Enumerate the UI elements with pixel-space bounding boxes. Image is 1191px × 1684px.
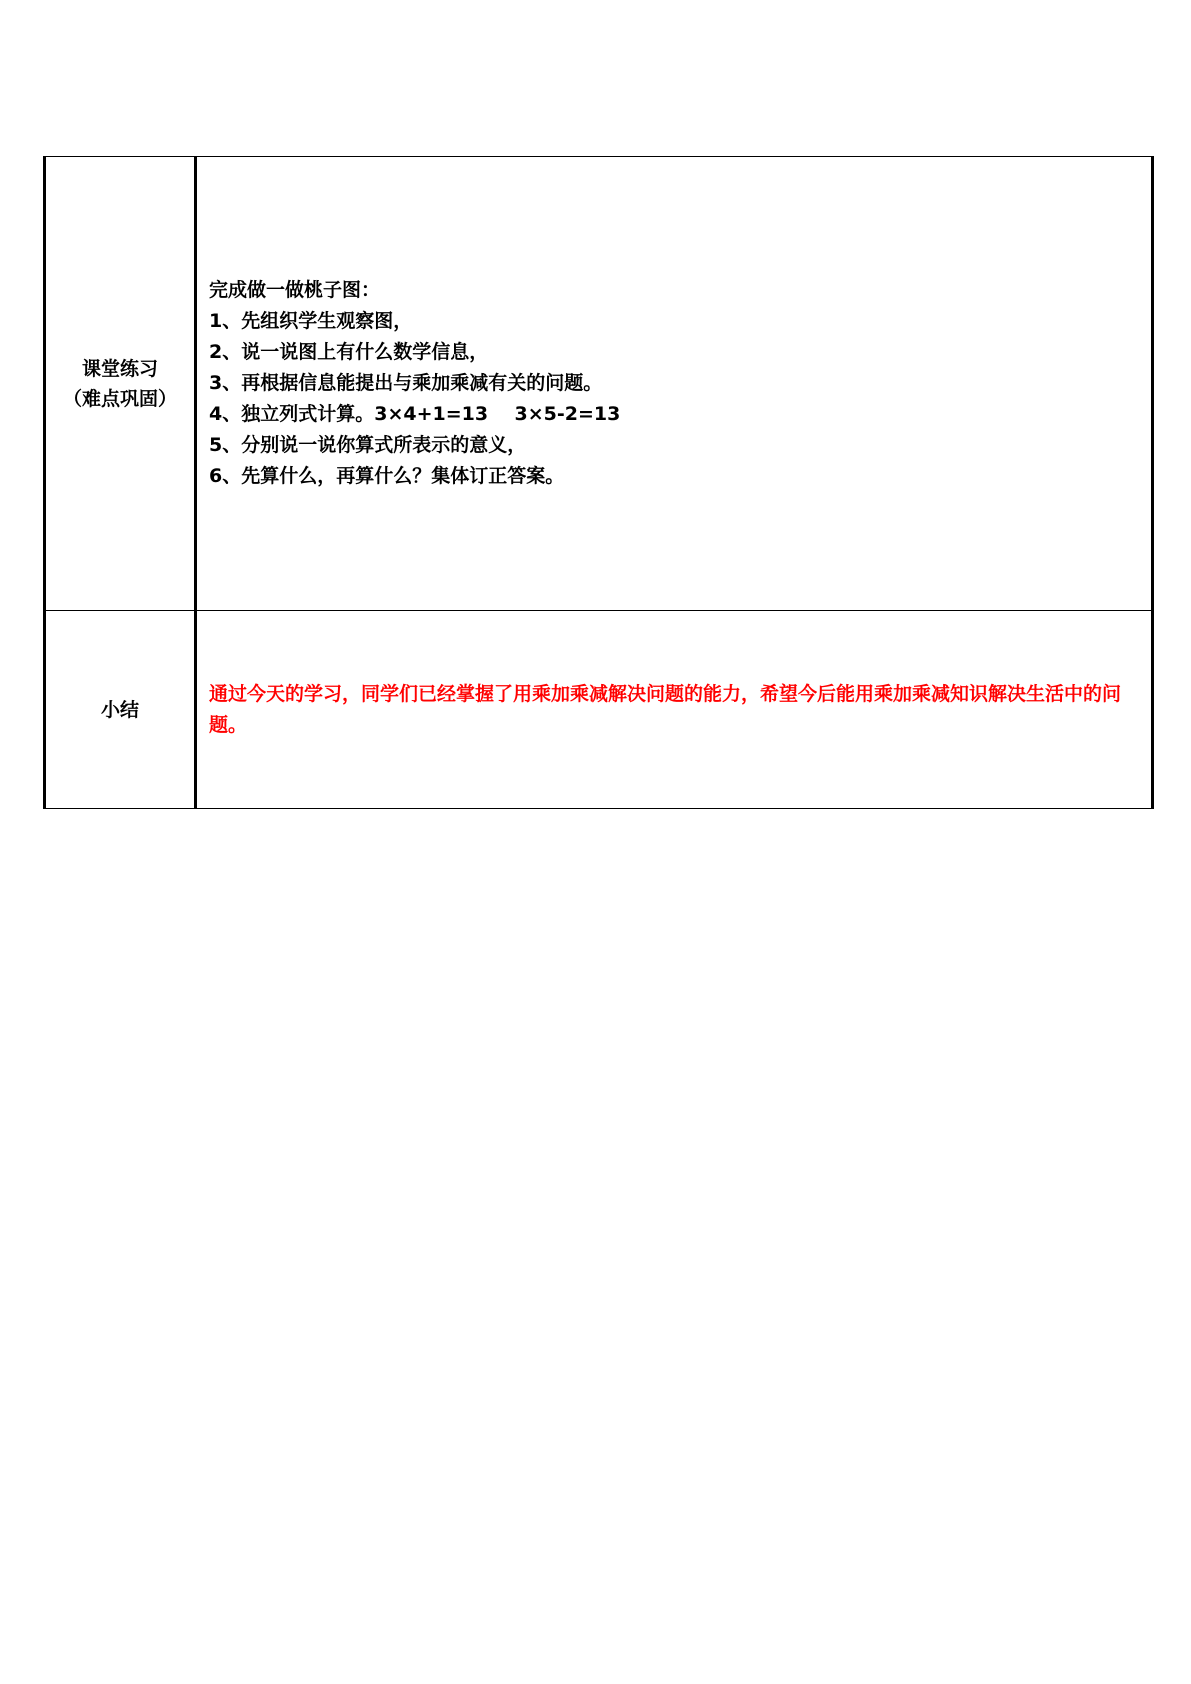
practice-row	[45, 157, 1153, 611]
practice-step-1: 1、先组织学生观察图，	[209, 310, 413, 332]
lesson-plan-table	[43, 156, 1154, 809]
summary-content-cell	[196, 611, 1153, 809]
practice-label: 课堂练习	[81, 357, 158, 380]
summary-label: 小结	[100, 698, 139, 721]
practice-step-4: 4、独立列式计算。3×4+1=13 3×5-2=13	[209, 403, 621, 425]
practice-sublabel: （难点巩固）	[62, 387, 177, 410]
practice-label-cell	[45, 157, 196, 611]
summary-text: 通过今天的学习，同学们已经掌握了用乘加乘减解决问题的能力，希望今后能用乘加乘减知识解决生活中的问题。	[209, 682, 1122, 736]
practice-step-3: 3、再根据信息能提出与乘加乘减有关的问题。	[209, 372, 603, 394]
practice-content-cell	[196, 157, 1153, 611]
practice-step-5: 5、分别说一说你算式所表示的意义，	[209, 434, 527, 456]
practice-step-2: 2、说一说图上有什么数学信息，	[209, 341, 489, 363]
practice-heading: 完成做一做桃子图：	[209, 279, 381, 301]
summary-row	[45, 611, 1153, 809]
summary-label-cell	[45, 611, 196, 809]
practice-step-6: 6、先算什么，再算什么？集体订正答案。	[209, 465, 565, 487]
